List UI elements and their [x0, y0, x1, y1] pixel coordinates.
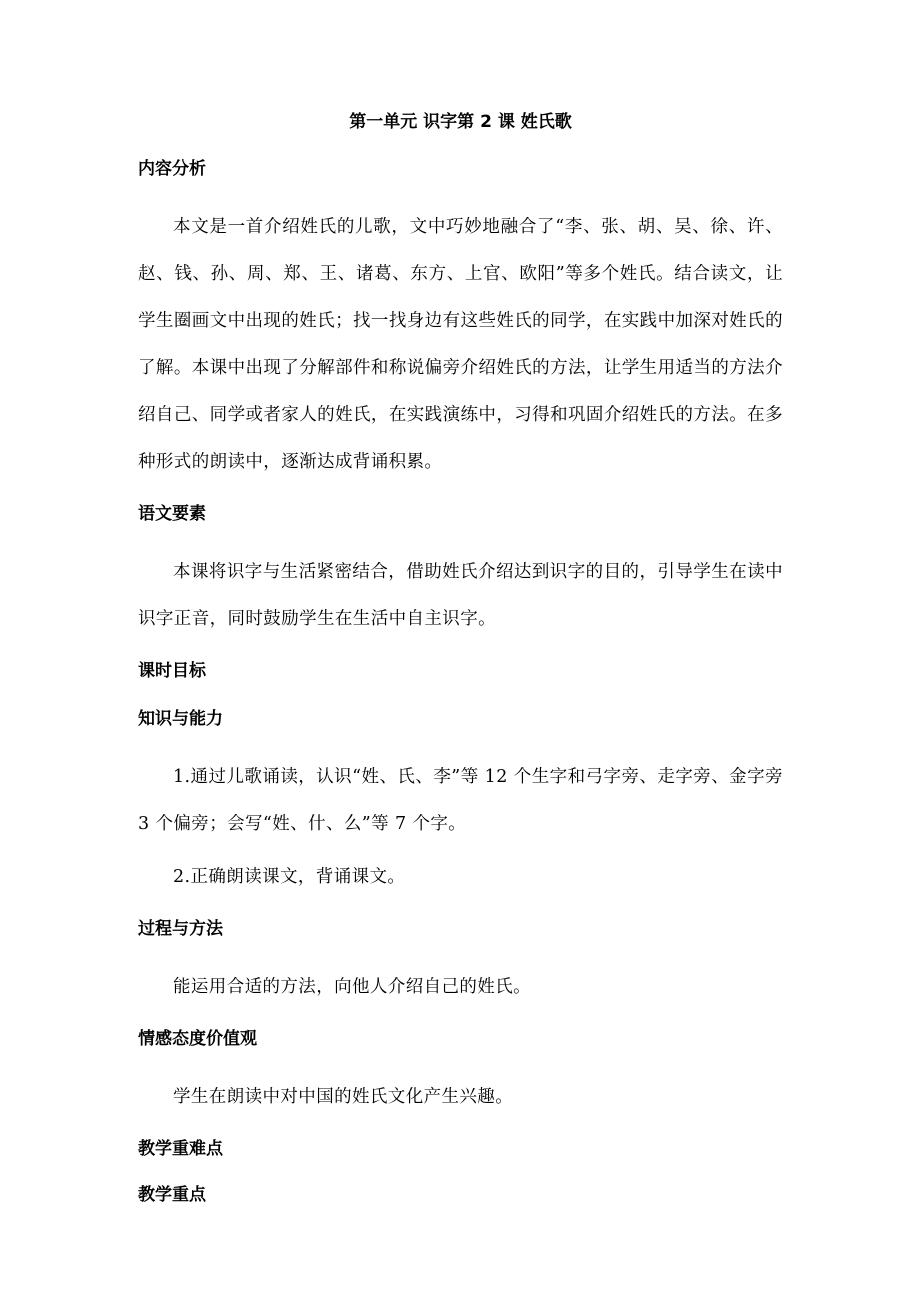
paragraph-knowledge-item-2: 2.正确朗读课文，背诵课文。: [173, 867, 406, 887]
paragraph-emotion-values: 学生在朗读中对中国的姓氏文化产生兴趣。: [173, 1087, 514, 1107]
heading-key-points: 教学重点: [138, 1185, 206, 1205]
document-body: [138, 104, 783, 1230]
heading-content-analysis: 内容分析: [138, 159, 206, 179]
paragraph-language-elements: 本课将识字与生活紧密结合，借助姓氏介绍达到识字的目的，引导学生在读中识字正音，同时鼓励学生在生活中自主识字。: [138, 562, 783, 629]
heading-process-method: 过程与方法: [138, 919, 223, 939]
heading-emotion-values: 情感态度价值观: [138, 1029, 257, 1049]
paragraph-process-method: 能运用合适的方法，向他人介绍自己的姓氏。: [173, 977, 531, 997]
heading-language-elements: 语文要素: [138, 504, 206, 524]
paragraph-knowledge-item-1: 1.通过儿歌诵读，认识“姓、氏、李”等 12 个生字和弓字旁、走字旁、金字旁 3 个偏旁；会写“姓、什、么”等 7 个字。: [138, 767, 783, 834]
heading-key-difficult: 教学重难点: [138, 1139, 223, 1159]
page-title: 第一单元 识字第 2 课 姓氏歌: [349, 112, 572, 132]
heading-lesson-goals: 课时目标: [138, 661, 206, 681]
heading-knowledge-ability: 知识与能力: [138, 709, 223, 729]
paragraph-content-analysis: 本文是一首介绍姓氏的儿歌，文中巧妙地融合了“李、张、胡、吴、徐、许、赵、钱、孙、周、郑、王、诸葛、东方、上官、欧阳”等多个姓氏。结合读文，让学生圈画文中出现的姓氏；找一找身边有这些姓氏的同学，在实践中加深对姓氏的了解。本课中出现了分解部件和称说偏旁介绍姓氏的方法，让学生用适当的方法介绍自己、同学或者家人的姓氏，在实践演练中，习得和巩固介绍姓氏的方法。在多种形式的朗读中，逐渐达成背诵积累。: [138, 217, 783, 472]
